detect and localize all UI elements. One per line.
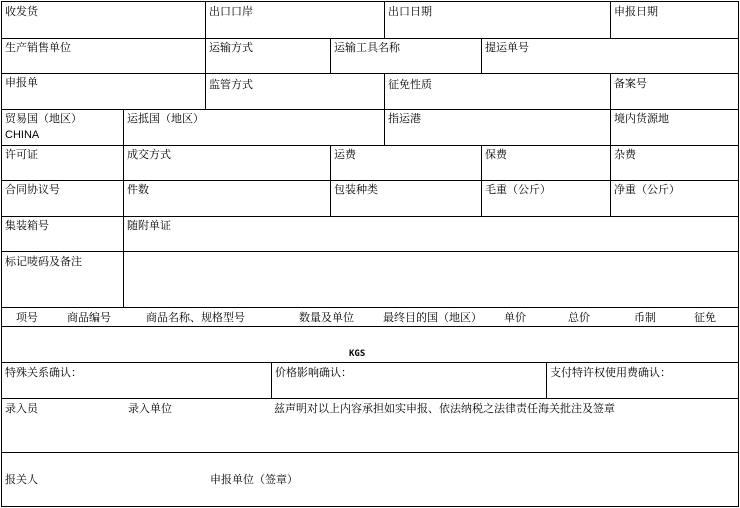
declarant-unit-label: 申报单位（签章） — [210, 473, 298, 486]
record-no-label: 备案号 — [614, 77, 647, 90]
documents-label: 随附单证 — [127, 219, 171, 232]
domestic-source-label: 境内货源地 — [614, 112, 669, 125]
package-type-label: 包装种类 — [334, 183, 378, 196]
goods-unit-value: KGS — [349, 349, 366, 359]
contract-no-cell[interactable] — [1, 180, 124, 217]
declaration-statement: 兹声明对以上内容承担如实申报、依法纳税之法律责任海关批注及签章 — [274, 402, 615, 415]
levy-nature-cell[interactable] — [384, 73, 611, 110]
declare-date-cell[interactable] — [610, 1, 739, 39]
declare-date-label: 申报日期 — [614, 5, 658, 18]
port-of-destination-label: 指运港 — [388, 112, 421, 125]
gross-weight-cell[interactable] — [481, 180, 611, 217]
destination-country-cell[interactable] — [123, 109, 385, 146]
supervision-mode-cell[interactable] — [205, 73, 385, 110]
bill-of-lading-cell[interactable] — [481, 38, 739, 74]
goods-header-row — [1, 307, 739, 327]
bill-of-lading-label: 提运单号 — [485, 41, 529, 54]
trade-country-cell[interactable] — [1, 109, 124, 146]
container-no-label: 集装箱号 — [5, 219, 49, 232]
insurance-cell[interactable] — [481, 145, 611, 181]
quantity-unit-header: 数量及单位 — [299, 311, 354, 324]
transaction-mode-cell[interactable] — [123, 145, 331, 181]
royalty-label: 支付特许权使用费确认： — [550, 366, 671, 379]
export-port-label: 出口口岸 — [209, 5, 253, 18]
supervision-mode-label: 监管方式 — [209, 78, 253, 91]
marks-label: 标记唛码及备注 — [5, 255, 82, 268]
marks-value-cell[interactable] — [123, 251, 739, 308]
levy-header: 征免 — [694, 311, 716, 324]
goods-code-header: 商品编号 — [67, 311, 111, 324]
transport-mode-cell[interactable] — [205, 38, 331, 74]
shipper-cell[interactable] — [1, 1, 206, 39]
item-no-header: 项号 — [16, 311, 38, 324]
export-port-cell[interactable] — [205, 1, 385, 39]
documents-cell[interactable] — [123, 216, 739, 252]
trade-country-label: 贸易国（地区） — [5, 112, 82, 125]
vehicle-name-label: 运输工具名称 — [334, 41, 400, 54]
price-influence-label: 价格影响确认： — [275, 366, 352, 379]
declarant-cell[interactable] — [1, 73, 206, 110]
license-label: 许可证 — [5, 148, 38, 161]
net-weight-cell[interactable] — [610, 180, 739, 217]
license-cell[interactable] — [1, 145, 124, 181]
trade-country-value: CHINA — [5, 129, 40, 141]
net-weight-label: 净重（公斤） — [614, 183, 680, 196]
goods-name-header: 商品名称、规格型号 — [146, 311, 245, 324]
record-no-cell[interactable] — [610, 73, 739, 110]
shipper-label: 收发货 — [5, 5, 38, 18]
levy-nature-label: 征免性质 — [388, 78, 432, 91]
insurance-label: 保费 — [485, 148, 507, 161]
declarant-label: 申报单 — [5, 76, 38, 89]
entry-row[interactable] — [1, 398, 739, 453]
special-relation-label: 特殊关系确认： — [5, 366, 82, 379]
price-influence-cell[interactable] — [271, 362, 547, 399]
freight-cell[interactable] — [330, 145, 482, 181]
producer-cell[interactable] — [1, 38, 206, 74]
container-no-cell[interactable] — [1, 216, 124, 252]
contract-no-label: 合同协议号 — [5, 183, 60, 196]
unit-price-header: 单价 — [504, 311, 526, 324]
goods-data-row[interactable] — [1, 326, 739, 363]
domestic-source-cell[interactable] — [610, 109, 739, 146]
special-relation-cell[interactable] — [1, 362, 272, 399]
misc-fee-label: 杂费 — [614, 148, 636, 161]
broker-label: 报关人 — [5, 473, 38, 486]
export-date-label: 出口日期 — [388, 5, 432, 18]
vehicle-name-cell[interactable] — [330, 38, 482, 74]
transaction-mode-label: 成交方式 — [127, 148, 171, 161]
entry-clerk-label: 录入员 — [5, 402, 38, 415]
marks-cell[interactable] — [1, 251, 124, 308]
entry-unit-label: 录入单位 — [128, 402, 172, 415]
port-of-destination-cell[interactable] — [384, 109, 611, 146]
total-price-header: 总价 — [568, 311, 590, 324]
misc-fee-cell[interactable] — [610, 145, 739, 181]
royalty-cell[interactable] — [546, 362, 739, 399]
currency-header: 币制 — [634, 311, 656, 324]
packages-label: 件数 — [127, 183, 149, 196]
footer-row[interactable] — [1, 452, 739, 507]
gross-weight-label: 毛重（公斤） — [485, 183, 551, 196]
freight-label: 运费 — [334, 148, 356, 161]
final-country-header: 最终目的国（地区） — [383, 311, 482, 324]
export-date-cell[interactable] — [384, 1, 611, 39]
producer-label: 生产销售单位 — [5, 41, 71, 54]
package-type-cell[interactable] — [330, 180, 482, 217]
destination-country-label: 运抵国（地区） — [127, 112, 204, 125]
packages-cell[interactable] — [123, 180, 331, 217]
transport-mode-label: 运输方式 — [209, 41, 253, 54]
